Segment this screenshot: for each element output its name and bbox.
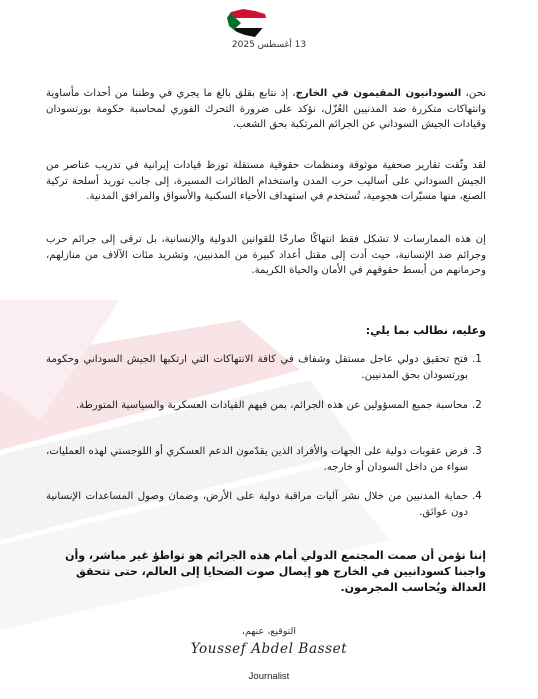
signature-title: Journalist [248,671,290,682]
signature-label: التوقيع، عنهم، [241,626,297,637]
paragraph-3: إن هذه الممارسات لا تشكل فقط انتهاكًا صارخًا للقوانين الدولية والإنسانية، بل ترقى إلى جرائم حرب وجرائم ضد الإنسانية، حيث أدت إلى مقتل أعداد كبيرة من المدنيين، وتشريد مئات الآلاف من منازلهم، وحرمانهم من أبسط حقوقهم في الأمان والحياة الكريمة. [46,234,486,276]
demand-item: 4. حماية المدنيين من خلال نشر آليات مراقبة دولية على الأرض، وضمان وصول المساعدات الإنسانية دون عوائق. [46,491,482,518]
demands-title: وعليه، نطالب بما يلي: [365,324,486,337]
closing-statement: إننا نؤمن أن صمت المجتمع الدولي أمام هذه الجرائم هو تواطؤ غير مباشر، وأن واجبنا كسودانيين في الخارج هو إيصال صوت الضحايا إلى العالم، حتى تتحقق العدالة ويُحاسب المجرمون. [65,549,486,594]
intro-paragraph: نحن، السودانيون المقيمون في الخارج، إذ نتابع بقلق بالغ ما يجري في وطننا من أحداث مأساوية وانتهاكات متكررة ضد المدنيين العُزّل، نؤكد على ضرورة التحرك الفوري لمحاسبة حكومة بورتسودان وقيادات الجيش السوداني عن الجرائم المرتكبة بحق الشعب. [46,88,487,130]
demand-item: 1. فتح تحقيق دولي عاجل مستقل وشفاف في كافة الانتهاكات التي ارتكبها الجيش السوداني وحكومة بورتسودان بحق المدنيين. [46,354,482,381]
paragraph-2: لقد وثّقت تقارير صحفية موثوقة ومنظمات حقوقية مستقلة تورط قيادات إيرانية في تدريب عناصر من الجيش السوداني على أساليب حرب المدن واستخدام الطائرات المسيرة، إلى جانب توريد أسلحة تركية الصنع، منها مسيّرات هجومية، تُستخدم في استهداف الأحياء السكنية والأسواق والمرافق المدنية. [46,160,486,202]
demand-item: 2. محاسبة جميع المسؤولين عن هذه الجرائم، بمن فيهم القيادات العسكرية والسياسية المتورطة. [76,400,482,411]
demand-item: 3. فرض عقوبات دولية على الجهات والأفراد الذين يقدّمون الدعم العسكري أو اللوجستي لهذه العمليات، سواء من داخل السودان أو خارجه. [46,446,482,473]
letter-date: 13 أغسطس 2025 [231,40,307,50]
signature-name: Youssef Abdel Basset [190,641,348,657]
intro-bold-phrase: السودانيون المقيمون في الخارج [295,88,462,99]
sudan-flag-logo [225,8,269,38]
